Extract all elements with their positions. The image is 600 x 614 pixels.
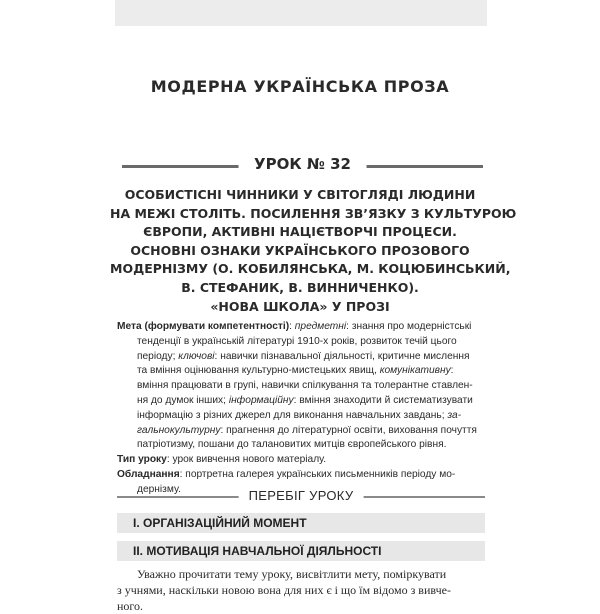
goal-text: : вміння знаходити й систематизувати xyxy=(293,394,473,406)
body-line: з учнями, наскільки новою вона для них є і що їм відомо з вивче- xyxy=(117,583,451,597)
communicative-competence-label: комунікативну xyxy=(379,365,451,377)
body-line: ного. xyxy=(117,599,144,613)
subject-competence-label: предметні xyxy=(294,321,347,332)
goal-line-7 xyxy=(117,409,485,424)
goal-line-3 xyxy=(117,350,485,365)
goal-line-1: Мета (формувати компетентності): предметні: знання про модерністські xyxy=(117,321,472,332)
page-top-bar xyxy=(115,0,487,26)
body-line: Уважно прочитати тему уроку, висвітлити мету, поміркувати xyxy=(137,567,447,581)
equipment-line-2: дернізму. xyxy=(137,483,181,495)
goal-text: : знання про модерністські xyxy=(346,321,472,332)
goal-line-4 xyxy=(117,364,485,379)
topic-line: ОСНОВНІ ОЗНАКИ УКРАЇНСЬКОГО ПРОЗОВОГО xyxy=(130,242,470,258)
motivation-body xyxy=(117,566,485,614)
lesson-type-label: Тип уроку xyxy=(117,454,167,466)
information-competence-label: інформаційну xyxy=(228,394,294,406)
goal-text: та вміння оцінювання культурно-мистецьких явищ, xyxy=(137,365,380,377)
goal-line-9: патріотизму, пошани до талановитих митців європейського рівня. xyxy=(137,439,447,451)
goal-text: : прагнення до літературної освіти, виховання почуття xyxy=(220,424,477,436)
topic-line: ОСОБИСТІСНІ ЧИННИКИ У СВІТОГЛЯДІ ЛЮДИНИ xyxy=(124,187,476,202)
topic-line: НА МЕЖІ СТОЛІТЬ. ПОСИЛЕННЯ ЗВ’ЯЗКУ З КУЛЬТУРОЮ xyxy=(110,205,517,221)
step-motivation: II. МОТИВАЦІЯ НАВЧАЛЬНОЇ ДІЯЛЬНОСТІ xyxy=(117,541,485,561)
lesson-topic xyxy=(110,186,517,316)
goal-text: : xyxy=(450,365,454,377)
goal-text: ня до думок інших; xyxy=(137,394,229,406)
goal-label: Мета (формувати компетентності) xyxy=(117,321,290,332)
step-organizational-moment: I. ОРГАНІЗАЦІЙНИЙ МОМЕНТ xyxy=(117,513,485,533)
lesson-course-title: ПЕРЕБІГ УРОКУ xyxy=(239,488,364,503)
equipment-text: : портретна галерея українських письменників періоду мо- xyxy=(179,468,456,480)
goal-line-2: тенденції в українській літературі 1910-х років, розвиток течій цього xyxy=(137,335,457,347)
goal-text: інформацію з різних джерел для виконання навчальних завдань; xyxy=(137,409,448,421)
lesson-type-line xyxy=(117,453,485,468)
goal-line-8 xyxy=(117,424,485,439)
goal-line-5: вміння працювати в групі, навички спілкування та толерантне ставлен- xyxy=(137,380,473,392)
topic-line: В. СТЕФАНИК, В. ВИННИЧЕНКО). xyxy=(181,279,419,295)
lesson-metadata xyxy=(117,320,485,498)
section-title: МОДЕРНА УКРАЇНСЬКА ПРОЗА xyxy=(150,77,450,96)
equipment-label: Обладнання xyxy=(117,468,180,480)
goal-text: періоду; xyxy=(137,350,179,362)
key-competence-label: ключові xyxy=(178,350,215,362)
lesson-course-bar xyxy=(117,487,485,507)
lesson-header-bar xyxy=(122,150,483,181)
general-competence-label: гальнокультурну xyxy=(137,424,221,436)
lesson-type-text: : урок вивчення нового матеріалу. xyxy=(166,454,327,466)
goal-text: : навички пізнавальної діяльності, критичне мислення xyxy=(214,350,470,362)
goal-line-6 xyxy=(117,394,485,409)
lesson-number: УРОК № 32 xyxy=(238,155,367,173)
topic-line: «НОВА ШКОЛА» У ПРОЗІ xyxy=(210,298,390,314)
equipment-line-1 xyxy=(117,468,485,483)
topic-line: МОДЕРНІЗМУ (О. КОБИЛЯНСЬКА, М. КОЦЮБИНСЬКИЙ, xyxy=(110,261,511,277)
topic-line: ЄВРОПИ, АКТИВНІ НАЦІЄТВОРЧІ ПРОЦЕСИ. xyxy=(143,224,457,240)
general-competence-label: за- xyxy=(447,409,462,421)
